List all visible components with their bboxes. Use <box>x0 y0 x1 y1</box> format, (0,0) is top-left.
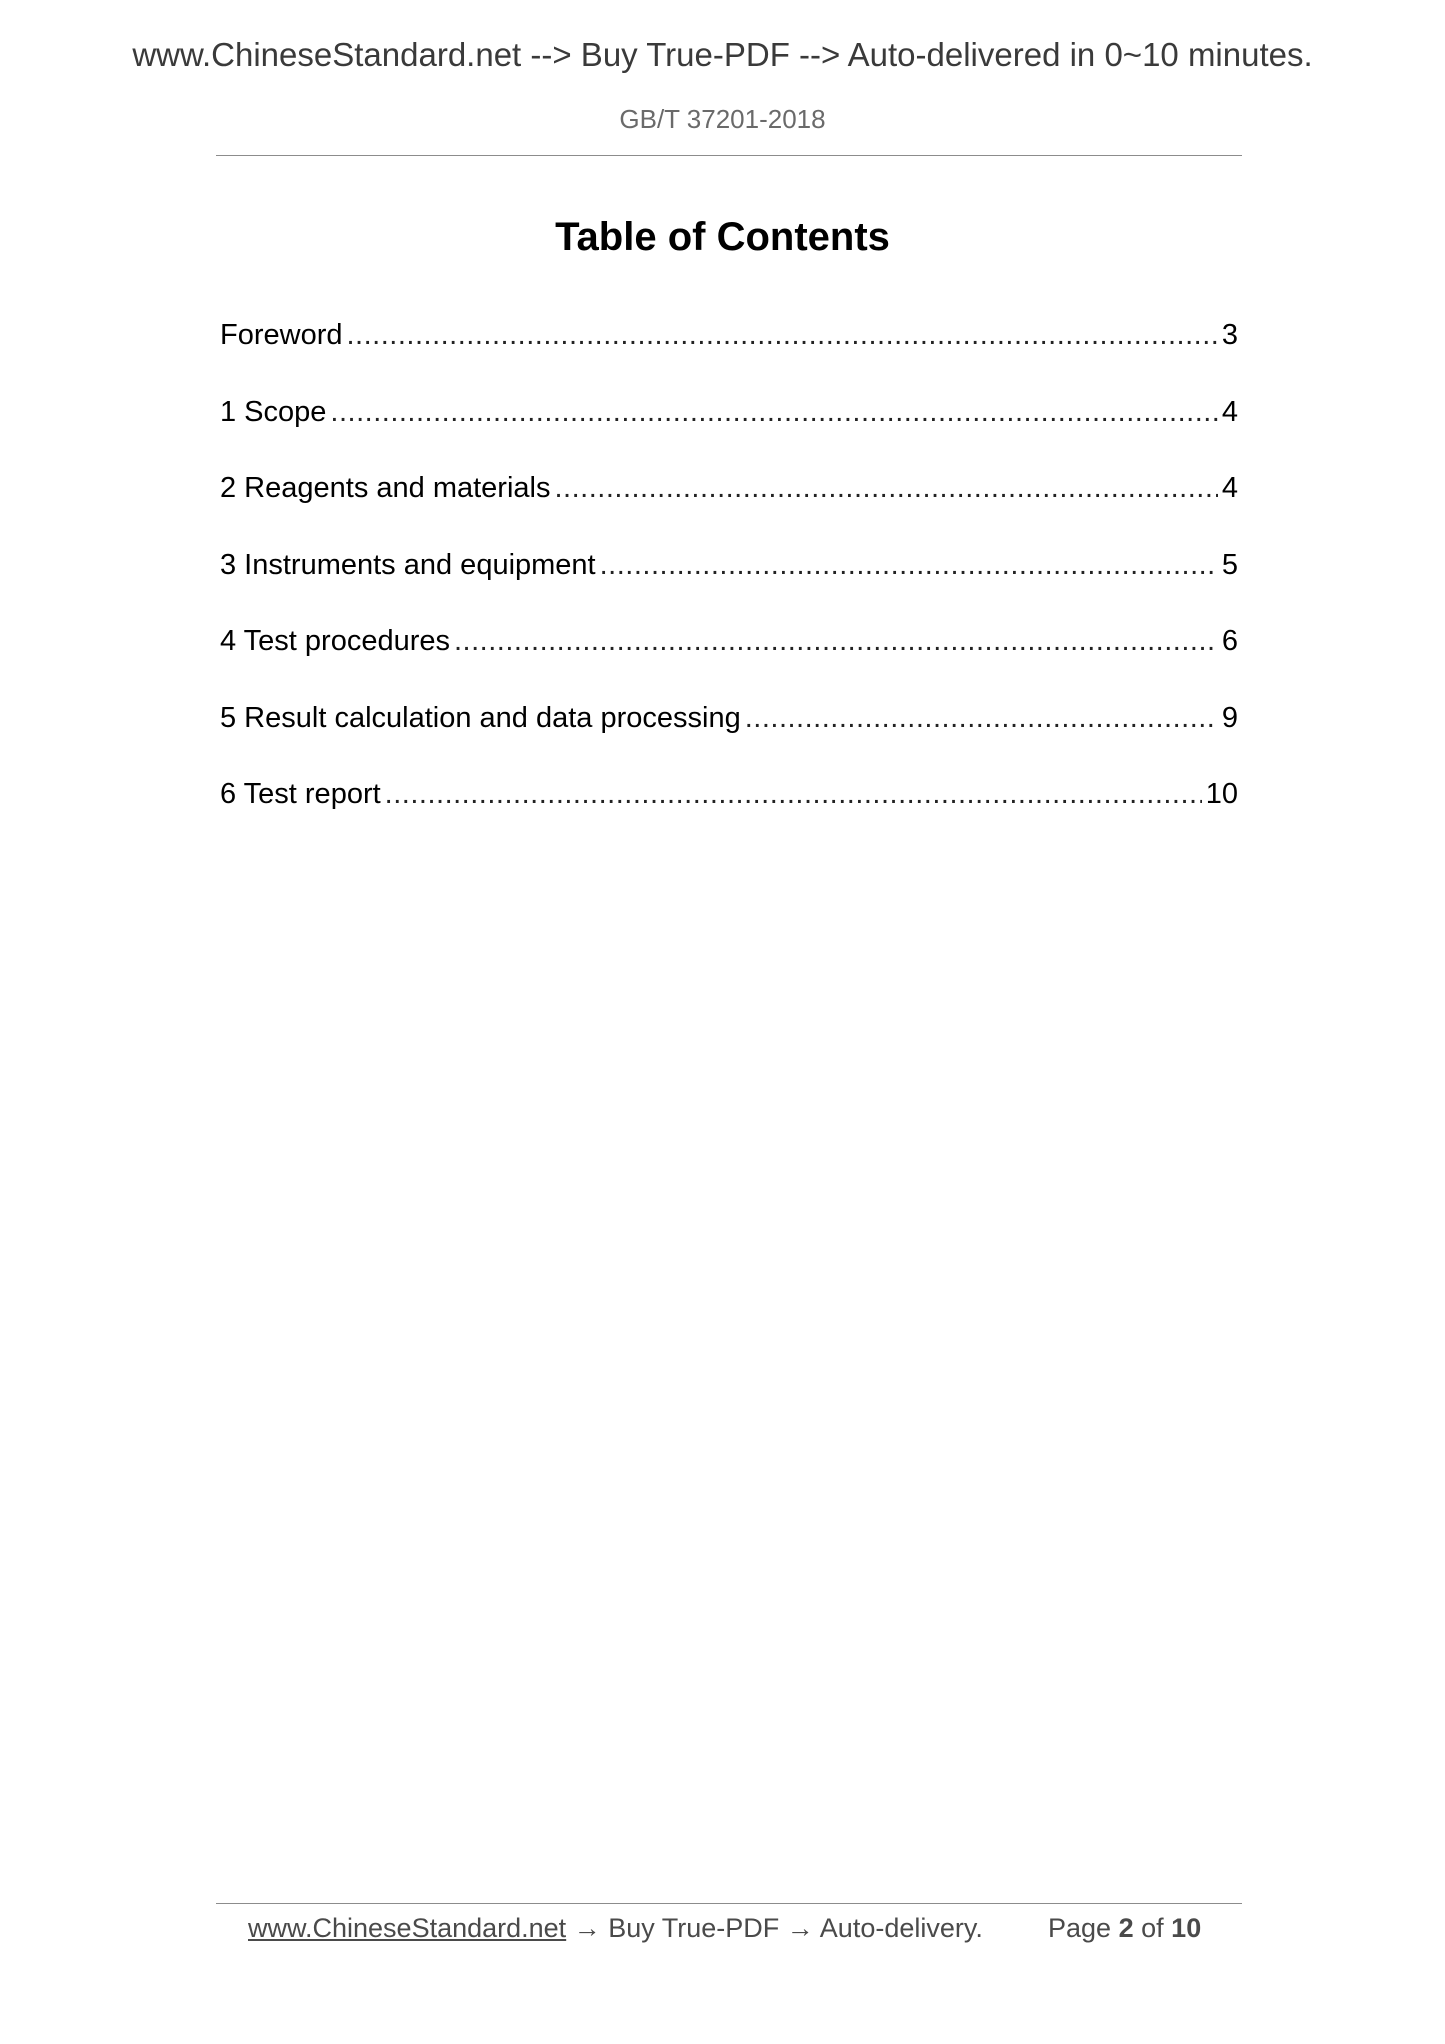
toc-entry-scope[interactable] <box>220 390 1238 467</box>
footer-divider <box>216 1903 1242 1904</box>
arrow-right-icon: → <box>786 1913 814 1943</box>
toc-entry-test-report[interactable] <box>220 772 1238 849</box>
footer-site-link[interactable]: www.ChineseStandard.net <box>248 1913 567 1943</box>
footer-buy-text: Buy True-PDF <box>608 1913 780 1943</box>
arrow-right-icon: → <box>573 1913 601 1943</box>
toc-title: Table of Contents <box>555 215 890 259</box>
page-number <box>1048 1908 1201 1948</box>
top-banner: www.ChineseStandard.net --> Buy True-PDF --> Auto-delivered in 0~10 minutes. <box>132 36 1313 73</box>
toc-entry-page: 5 <box>1221 548 1238 581</box>
toc-dot-leader <box>330 390 1217 434</box>
toc-dot-leader <box>554 466 1217 510</box>
document-code: GB/T 37201-2018 <box>619 104 826 134</box>
toc-dot-leader <box>745 696 1218 740</box>
toc-entry-label: 5 Result calculation and data processing <box>220 701 741 734</box>
toc-entry-foreword[interactable] <box>220 313 1238 390</box>
toc-entry-page: 6 <box>1221 625 1238 657</box>
toc-entry-label: 1 Scope <box>220 395 327 428</box>
page-word: Page <box>1048 1913 1112 1943</box>
of-word: of <box>1141 1913 1164 1943</box>
toc-dot-leader <box>385 772 1202 816</box>
toc-entry-result-calculation[interactable] <box>220 696 1238 773</box>
toc-entry-label: 2 Reagents and materials <box>220 472 551 504</box>
toc-dot-leader <box>600 543 1218 587</box>
toc-entry-label: Foreword <box>220 319 343 351</box>
toc-entry-reagents[interactable] <box>220 466 1238 543</box>
toc-entry-page: 9 <box>1221 701 1238 734</box>
header-divider <box>216 155 1242 156</box>
total-pages-number: 10 <box>1171 1913 1202 1943</box>
toc-dot-leader <box>347 313 1218 357</box>
toc-entry-label: 3 Instruments and equipment <box>220 548 596 581</box>
toc-entry-label: 6 Test report <box>220 778 381 810</box>
toc-entry-page: 4 <box>1221 472 1238 504</box>
page-footer <box>248 1908 1218 1948</box>
toc-entry-page: 3 <box>1221 319 1238 351</box>
toc-dot-leader <box>454 619 1218 663</box>
toc-entry-instruments[interactable] <box>220 543 1238 620</box>
footer-delivery-text: Auto-delivery. <box>819 1913 983 1943</box>
toc-entry-test-procedures[interactable] <box>220 619 1238 696</box>
toc-entry-page: 10 <box>1205 778 1238 810</box>
toc-entry-page: 4 <box>1221 395 1238 428</box>
toc-list <box>220 313 1238 849</box>
current-page-number: 2 <box>1118 1913 1134 1943</box>
toc-entry-label: 4 Test procedures <box>220 625 450 657</box>
